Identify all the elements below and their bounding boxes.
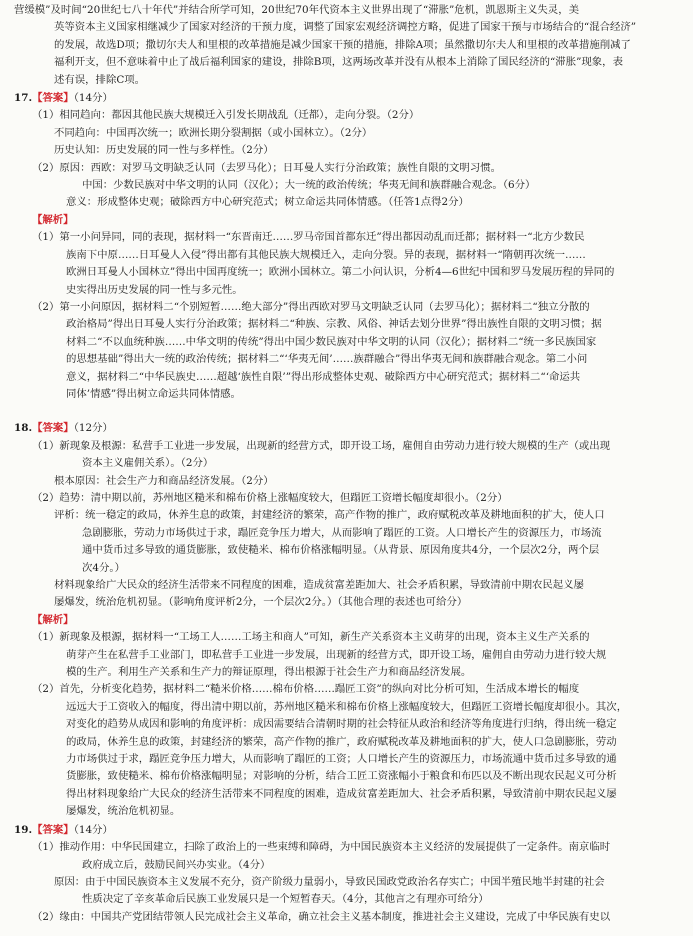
text-line: （1）推动作用：中华民国建立，扫除了政治上的一些束缚和障碍，为中国民族资本主义经济的发展提供了一定条件。南京临时 xyxy=(32,841,611,854)
question-number: 17. xyxy=(14,92,33,105)
analysis-heading xyxy=(14,612,671,629)
text-line: 同体’情感”得出树立命运共同体情感。 xyxy=(66,387,241,400)
text-line: （2）缘由：中国共产党团结带领人民完成社会主义革命，确立社会主义基本制度，推进社会主义建设，完成了中华民族有史以 xyxy=(32,910,611,923)
text-line: （2）第一小问原因，据材料二“个别短暂……绝大部分”得出西欧对罗马文明缺乏认同（去罗马化）；据材料二“独立分散的 xyxy=(32,300,590,313)
text-line: 中国：少数民族对中华文明的认同（汉化）；大一统的政治传统；华夷无间和族群融合观念。（6分） xyxy=(82,179,536,192)
text-line: 不同趋向：中国再次统一；欧洲长期分裂割据（或小国林立）。（2分） xyxy=(54,126,373,139)
text-line: 的思想基础”得出大一统的政治传统；据材料二“‘华夷无间’……族群融合”得出华夷无间和族群融合观念。第二小问 xyxy=(66,353,588,366)
analysis-tag: 【解析】 xyxy=(32,613,74,626)
answer-tag: 【答案】 xyxy=(32,92,74,105)
text-line: 材料二“不以血统种族……中华文明的传统”得出中国少数民族对中华文明的认同（汉化）；据材料二“统一多民族国家 xyxy=(66,335,597,348)
answer-tag: 【答案】 xyxy=(32,422,74,435)
text-line: （2）首先，分析变化趋势，据材料二“糙米价格……棉布价格……蹋匠工资”的纵向对比分析可知，生活成本增长的幅度 xyxy=(32,683,580,696)
text-line: 得出材料现象给广大民众的经济生活带来不同程度的困难，造成贫富差距加大、社会矛盾积累，导致清前中期农民起义屡 xyxy=(66,787,617,800)
analysis-lines xyxy=(14,629,671,820)
text-line: （2）趋势：清中期以前，苏州地区糙米和棉布价格上涨幅度较大，但蹋匠工资增长幅度却很小。（2分） xyxy=(32,491,508,504)
analysis-tag: 【解析】 xyxy=(32,213,74,226)
text-line: 屡爆发，统治危机初显。 xyxy=(66,805,181,818)
text-line: （1）相同趋向：都因其他民族大规模迁入引发长期战乱（迁都），走向分裂。（2分） xyxy=(32,109,420,122)
text-line: 根本原因：社会生产力和商品经济发展。（2分） xyxy=(54,474,274,487)
question-19 xyxy=(14,822,671,926)
text-line: 原因：由于中国民族资本主义发展不充分，资产阶级力量弱小，导致民国政党政治名存实亡；中国半殖民地半封建的社会 xyxy=(54,875,605,888)
text-line: 述有误，排除C项。 xyxy=(54,73,146,86)
answer-tag: 【答案】 xyxy=(32,823,74,836)
text-line: （1）第一小问异同，同的表现，据材料一“东晋南迁……罗马帝国首都东迁”得出都因动乱而迁都；据材料一“北方少数民 xyxy=(32,231,585,244)
text-line: 资本主义雇佣关系）。（2分） xyxy=(82,457,214,470)
text-line: 力市场供过于求，蹋匠竞争压力增大，从而影响了蹋匠的工资；人口增长产生的资源压力，市场流通中货币过多导致的通 xyxy=(66,753,617,766)
text-line: 政府成立后，鼓励民间兴办实业。（4分） xyxy=(82,858,271,871)
text-line: 营缓模”及时间“20世纪七八十年代”并结合所学可知，20世纪70年代资本主义世界出现了“滞胀”危机，凯恩斯主义失灵，美 xyxy=(14,4,579,16)
text-line: 急剧膨胀，劳动力市场供过于求，蹋匠竞争压力增大，从而影响了蹋匠的工资。人口增长产生的资源压力，市场流 xyxy=(82,526,602,539)
text-line: 英等资本主义国家相继减少了国家对经济的干预力度，调整了国家宏观经济调控方略，促进了国家干预与市场结合的“混合经济” xyxy=(54,21,637,34)
text-line: 萌芽产生在私营手工业部门，即私营手工业进一步发展，出现新的经营方式，即开设工场，雇佣自由劳动力进行较大规 xyxy=(66,648,607,661)
text-line: 的发展，故选D项；撒切尔夫人和里根的改革措施是减少国家干预的措施，排除A项；虽然撒切尔夫人和里根的改革措施削减了 xyxy=(54,38,631,51)
text-line: 对变化的趋势从成因和影响的角度评析：成因需要结合清朝时期的社会特征从政治和经济等角度进行归纳，得出统一稳定 xyxy=(66,718,617,731)
score: （14分） xyxy=(73,823,113,836)
text-line: 意义，据材料二“中华民族史……超越‘族性自限’”得出形成整体史观、破除西方中心研究范式；据材料二“‘命运共 xyxy=(66,370,581,383)
question-18 xyxy=(14,420,671,820)
text-line: 性质决定了辛亥革命后民族工业发展只是一个短暂春天。（4分，其他言之有理亦可给分） xyxy=(82,893,489,906)
text-line: 货膨胀，致使糙米、棉布价格涨幅明显；对影响的分析，结合工匠工资涨幅小于粮食和布匹以及不断出现农民起义可分析 xyxy=(66,770,617,783)
text-line: 通中货币过多导致的通货膨胀，致使糙米、棉布价格涨幅明显。（从背景、原因角度共4分，一个层次2分，两个层 xyxy=(82,544,600,557)
text-line: 政治格局”得出日耳曼人实行分治政策；据材料二“种族、宗教、风俗、神话去划分世界”得出族性自限的文明习惯；据 xyxy=(66,318,602,331)
text-line: 远远大于工资收入的幅度，得出清中期以前，苏州地区糙米和棉布价格上涨幅度较大，但蹋匠工资增长幅度却很小。其次， xyxy=(66,700,628,713)
text-line: 福利开支，但不意味着中止了战后福利国家的建设，排除B项，这两场改革并没有从根本上消除了国民经济的“滞胀”现象，表 xyxy=(54,56,623,69)
question-number: 18. xyxy=(14,422,33,435)
q16-tail xyxy=(14,2,671,89)
section-spacer xyxy=(14,403,671,419)
answer-lines xyxy=(14,438,671,612)
analysis-lines xyxy=(14,229,671,403)
answer-lines xyxy=(14,839,671,926)
answer-lines xyxy=(14,107,671,211)
text-line: 次4分。） xyxy=(82,561,125,574)
analysis-heading xyxy=(14,212,671,229)
text-line: 屡爆发，统治危机初显。（影响角度评析2分，一个层次2分。）（其他合理的表述也可给分） xyxy=(54,596,468,609)
text-line: 模的生产。利用生产关系和生产力的辩证原理，得出根源于社会生产力和商品经济发展。 xyxy=(66,666,472,679)
text-line: 欧洲日耳曼人小国林立”得出中国再度统一；欧洲小国林立。第二小问认识，分析4—6世纪中国和罗马发展历程的异同的 xyxy=(66,266,615,279)
text-line: （1）新现象及根源：私营手工业进一步发展，出现新的经营方式，即开设工场，雇佣自由劳动力进行较大规模的生产（或出现 xyxy=(32,439,611,452)
text-line: 的政局，休养生息的政策，封建经济的繁荣，高产作物的推广，政府赋税改革及耕地面积的扩大，使人口急剧膨胀，劳动 xyxy=(66,735,617,748)
answer-heading xyxy=(14,420,671,437)
score: （12分） xyxy=(73,422,113,435)
question-17 xyxy=(14,90,671,403)
answer-heading xyxy=(14,90,671,107)
text-line: 族南下中原……日耳曼人入侵”得出都有其他民族大规模迁入，走向分裂。异的表现，据材料一“隋朝再次统一…… xyxy=(66,248,586,261)
text-line: 材料现象给广大民众的经济生活带来不同程度的困难，造成贫富差距加大、社会矛盾积累，导致清前中期农民起义屡 xyxy=(54,579,584,591)
score: （14分） xyxy=(73,92,113,105)
text-line: （1）新现象及根源，据材料一“工场工人……工场主和商人”可知，新生产关系资本主义萌芽的出现，资本主义生产关系的 xyxy=(32,631,590,644)
text-line: 历史认知：历史发展的同一性与多样性。（2分） xyxy=(54,144,274,157)
answer-heading xyxy=(14,822,671,839)
question-number: 19. xyxy=(14,823,33,836)
text-line: （2）原因：西欧：对罗马文明缺乏认同（去罗马化）；日耳曼人实行分治政策；族性自限的文明习惯。 xyxy=(32,161,501,174)
text-line: 史实得出历史发展的同一性与多元性。 xyxy=(66,283,243,296)
text-line: 评析：统一稳定的政局，休养生息的政策，封建经济的繁荣，高产作物的推广，政府赋税改革及耕地面积的扩大，使人口 xyxy=(54,509,605,522)
text-line: 意义：形成整体史观；破除西方中心研究范式；树立命运共同体情感。（任答1点得2分） xyxy=(66,196,469,209)
